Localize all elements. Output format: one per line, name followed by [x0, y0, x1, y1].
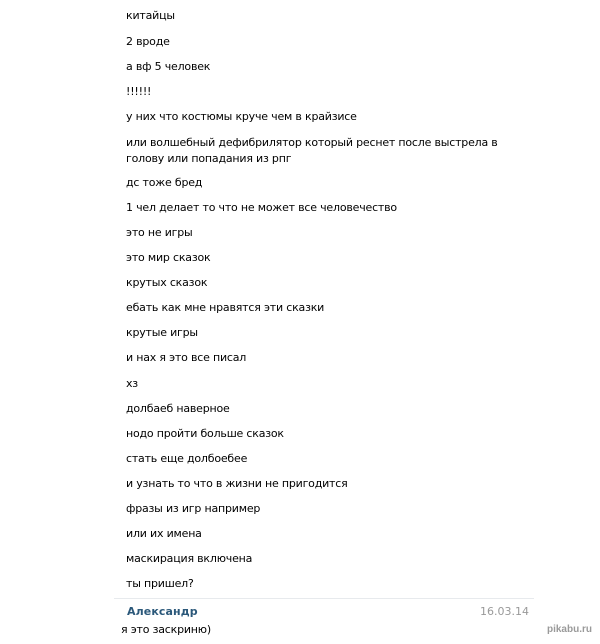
message-text: и узнать то что в жизни не пригодится [126, 477, 348, 490]
message-text: у них что костюмы круче чем в крайзисе [126, 110, 357, 123]
reply-author-link[interactable]: Александр [127, 605, 198, 618]
message-text: 2 вроде [126, 35, 170, 48]
message-text: ебать как мне нравятся эти сказки [126, 301, 325, 314]
message-text: а вф 5 человек [126, 60, 211, 73]
message-text: хз [126, 377, 138, 390]
reply-date: 16.03.14 [480, 605, 529, 618]
message-text: нодо пройти больше сказок [126, 427, 284, 440]
watermark: pikabu.ru [546, 624, 592, 635]
reply-message-text: я это заскриню) [121, 623, 211, 636]
message-text: дс тоже бред [126, 176, 203, 189]
message-text: и нах я это все писал [126, 351, 247, 364]
message-text: 1 чел делает то что не может все человечество [126, 201, 397, 214]
message-text: это не игры [126, 226, 193, 239]
message-text: крутых сказок [126, 276, 208, 289]
message-text: !!!!!! [126, 85, 152, 98]
message-text: это мир сказок [126, 251, 211, 264]
message-text: ты пришел? [126, 577, 194, 590]
message-text: фразы из игр например [126, 502, 261, 515]
message-text: или волшебный дефибрилятор который реснет после выстрела в [126, 136, 498, 149]
message-text: долбаеб наверное [126, 402, 230, 415]
message-text: стать еще долбоебее [126, 452, 248, 465]
message-text: китайцы [126, 9, 175, 22]
message-text: голову или попадания из рпг [126, 152, 292, 165]
message-text: крутые игры [126, 326, 198, 339]
message-text: маскирация включена [126, 552, 253, 565]
message-divider [114, 598, 534, 599]
message-text: или их имена [126, 527, 202, 540]
